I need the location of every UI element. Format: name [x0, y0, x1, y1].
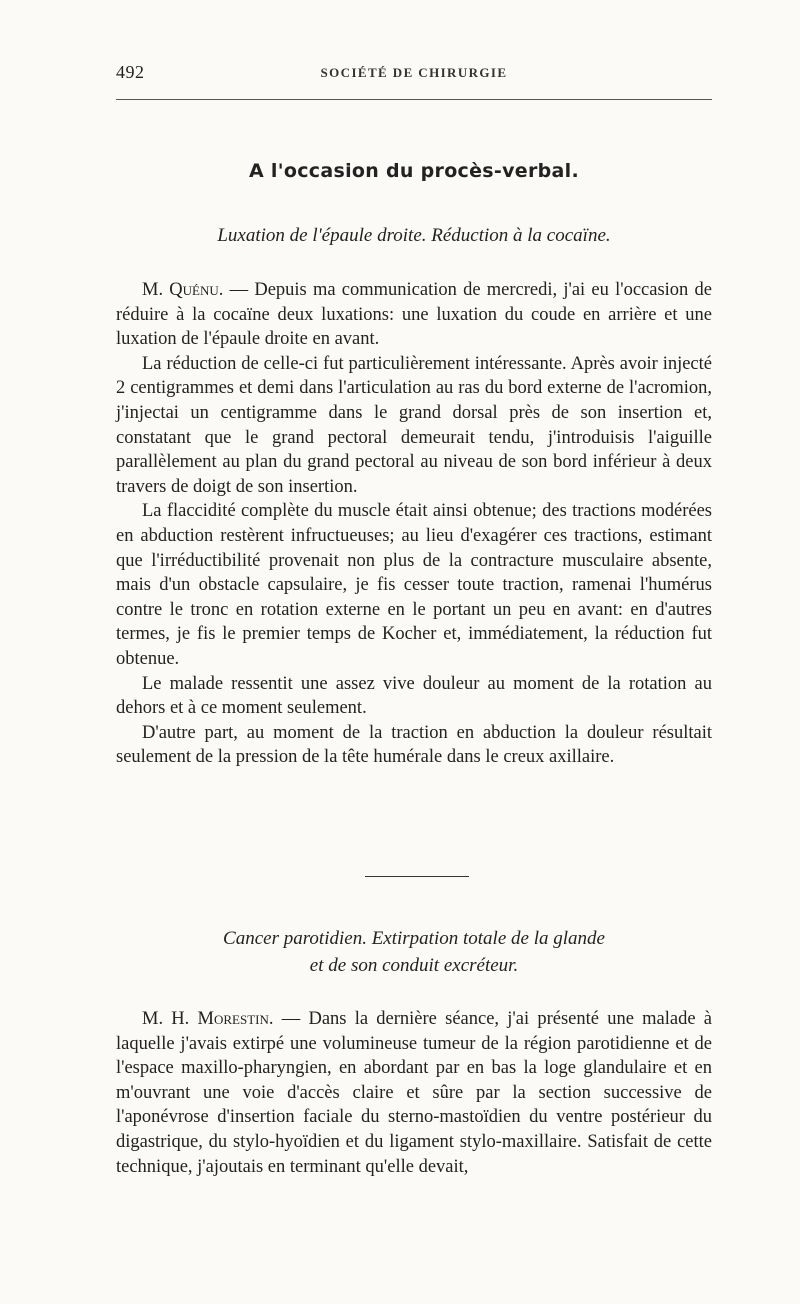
paragraph: D'autre part, au moment de la traction en abduction la douleur résultait seulement de la pression de la tête humérale dans le creux axillaire.	[116, 722, 712, 768]
article-body	[116, 278, 712, 770]
header-rule	[116, 99, 712, 100]
section-separator	[365, 876, 469, 877]
article-body	[116, 1007, 712, 1179]
author-name: M. H. Morestin.	[142, 1009, 274, 1029]
author-name: M. Quénu.	[142, 280, 224, 300]
paragraph: M. H. Morestin. — Dans la dernière séance, j'ai présenté une malade à laquelle j'avais extirpé une volumineuse tumeur de la région parotidienne et de l'espace maxillo-pharyngien, en abordant par en bas la loge glandulaire et en m'ouvrant une voie d'accès claire et sûre par la section successive de l'aponévrose d'insertion faciale du sterno-mastoïdien du ventre postérieur du digastrique, du stylo-hyoïdien et du ligament stylo-maxillaire. Satisfait de cette technique, j'ajoutais en terminant qu'elle devait,	[116, 1009, 712, 1177]
paragraph: La réduction de celle-ci fut particulièrement intéressante. Après avoir injecté 2 centigrammes et demi dans l'articulation au ras du bord externe de l'acromion, j'injectai un centigramme dans le grand dorsal près de son insertion et, constatant que le grand pectoral demeurait tendu, j'introduisis l'aiguille parallèlement au plan du grand pectoral au niveau de son bord inférieur à deux travers de doigt de son insertion.	[116, 353, 712, 497]
page-header	[116, 62, 712, 86]
section-title: A l'occasion du procès-verbal.	[249, 160, 579, 182]
article-title-continued: et de son conduit excréteur.	[309, 955, 519, 976]
paragraph: La flaccidité complète du muscle était ainsi obtenue; des tractions modérées en abduction restèrent infructueuses; au lieu d'exagérer ces tractions, estimant que l'irréductibilité provenait non plus de la contracture musculaire absente, mais d'un obstacle capsulaire, je fis cesser toute traction, ramenai l'humérus contre le tronc en rotation externe en le portant un peu en avant: en d'autres termes, je fis le premier temps de Kocher et, immédiatement, la réduction fut obtenue.	[116, 501, 712, 669]
article-title: Luxation de l'épaule droite. Réduction à la cocaïne.	[217, 225, 611, 246]
paragraph: Le malade ressentit une assez vive douleur au moment de la rotation au dehors et à ce moment seulement.	[116, 673, 712, 719]
page-number: 492	[116, 62, 145, 82]
paragraph: M. Quénu. — Depuis ma communication de mercredi, j'ai eu l'occasion de réduire à la cocaïne deux luxations: une luxation du coude en arrière et une luxation de l'épaule droite en avant.	[116, 280, 712, 350]
article-title: Cancer parotidien. Extirpation totale de la glande	[223, 928, 605, 949]
running-head: SOCIÉTÉ DE CHIRURGIE	[320, 65, 508, 80]
